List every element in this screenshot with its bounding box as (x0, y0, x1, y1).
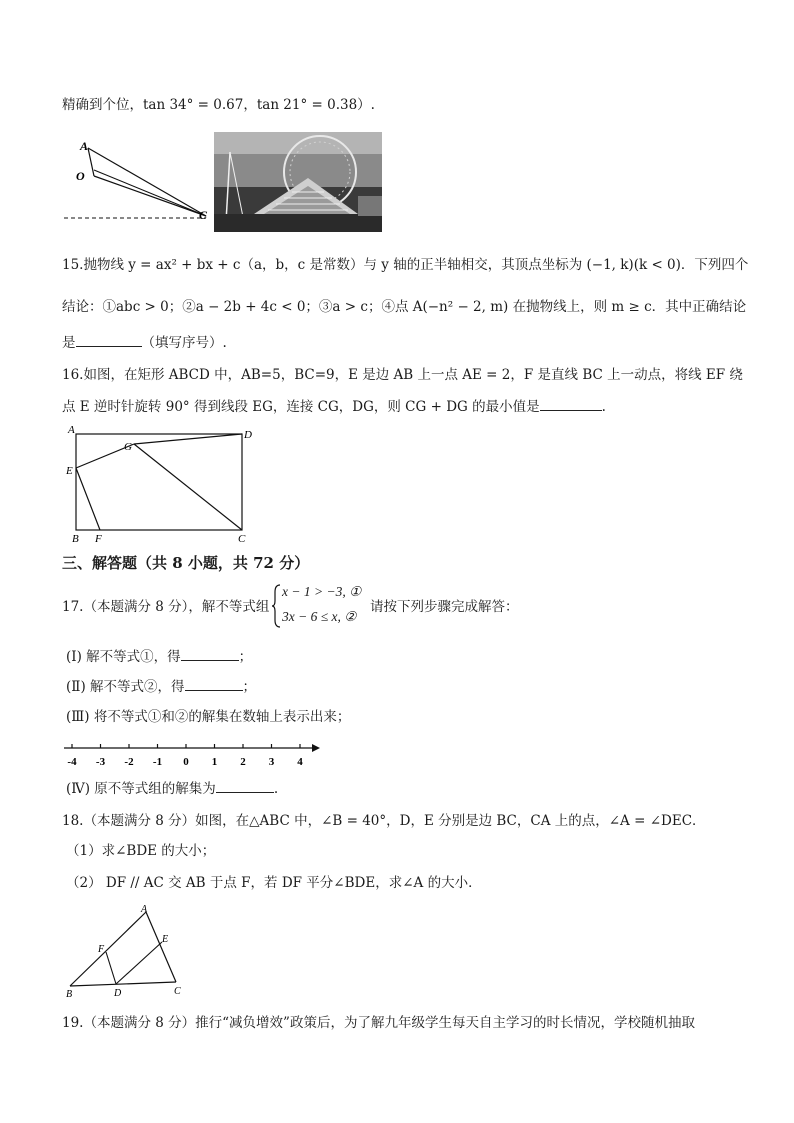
q16-line2 (62, 396, 606, 416)
figure-q18 (58, 904, 198, 1000)
label-d: D (244, 429, 252, 441)
label-a: A (68, 424, 75, 436)
q18-part1: （1）求∠BDE 的大小； (66, 843, 216, 859)
label-c: C (199, 208, 208, 222)
q15-line2: 结论：①abc > 0；②a − 2b + 4c < 0；③a > c；④点 A(−n² − 2, m) 在抛物线上，则 m ≥ c．其中正确结论 (62, 299, 747, 315)
tick-label: -1 (152, 756, 163, 768)
q17-step1 (66, 646, 252, 666)
q17-system-line2: 3x − 6 ≤ x, ② (282, 609, 357, 624)
q16-post: . (601, 399, 606, 415)
q17-step1-pre: (Ⅰ) 解不等式①，得 (66, 649, 181, 665)
label-c: C (238, 533, 246, 545)
tick-label: -3 (95, 756, 106, 768)
q17-step2-post: ； (242, 679, 257, 695)
q18-part2: （2） DF // AC 交 AB 于点 F，若 DF 平分∠BDE，求∠A 的大小． (66, 875, 482, 891)
q17-step4-pre: (Ⅳ) 原不等式组的解集为 (66, 781, 216, 797)
system-brace (272, 584, 282, 628)
q17-pre: 17.（本题满分 8 分），解不等式组 (62, 599, 270, 615)
building-photo (214, 132, 382, 232)
q19-stem: 19.（本题满分 8 分）推行“减负增效”政策后，为了解九年级学生每天自主学习的时长情况，学校随机抽取 (62, 1015, 695, 1031)
label-b: B (72, 533, 79, 545)
q16-answer-blank[interactable] (540, 396, 602, 411)
q16-line1: 16.如图，在矩形 ABCD 中，AB=5，BC=9，E 是边 AB 上一点 AE = 2，F 是直线 BC 上一动点，将线 EF 绕 (62, 367, 743, 383)
tick-label: -2 (124, 756, 134, 768)
tick-label: 0 (183, 756, 189, 768)
label-g: G (124, 441, 132, 453)
q17-step4-blank[interactable] (216, 778, 274, 793)
q15-line1: 15.抛物线 y = ax² + bx + c（a，b，c 是常数）与 y 轴的正半轴相交，其顶点坐标为 (−1, k)(k < 0)．下列四个 (62, 257, 749, 273)
q18-stem: 18.（本题满分 8 分）如图，在△ABC 中，∠B = 40°，D，E 分别是边 BC，CA 上的点，∠A = ∠DEC． (62, 813, 706, 829)
label-o: O (76, 169, 85, 183)
number-line[interactable] (62, 738, 326, 772)
q17-step3: (Ⅲ) 将不等式①和②的解集在数轴上表示出来； (66, 709, 351, 725)
q17-step2-blank[interactable] (185, 676, 243, 691)
label-e: E (162, 934, 169, 945)
tick-label: -4 (67, 756, 77, 768)
q15-post: （填写序号）. (141, 335, 227, 351)
section-heading: 三、解答题（共 8 小题，共 72 分） (62, 554, 310, 572)
q15-answer-blank[interactable] (76, 332, 142, 347)
figure-q14 (58, 126, 388, 236)
q17-step4 (66, 778, 278, 798)
q17-step2-pre: (Ⅱ) 解不等式②，得 (66, 679, 185, 695)
label-a: A (141, 904, 148, 915)
q17-step2 (66, 676, 256, 696)
q17-post: 请按下列步骤完成解答： (370, 599, 519, 615)
tick-label: 3 (268, 756, 275, 768)
q16-pre: 点 E 逆时针旋转 90° 得到线段 EG，连接 CG，DG，则 CG + DG 的最小值是 (62, 399, 540, 415)
label-e: E (66, 465, 73, 477)
label-f: F (98, 944, 105, 955)
q15-pre: 是 (62, 335, 76, 351)
label-d: D (114, 988, 122, 999)
text-line-precision: 精确到个位，tan 34° = 0.67，tan 21° = 0.38）. (62, 97, 375, 113)
tick-label: 1 (211, 756, 218, 768)
label-f: F (95, 533, 102, 545)
q17-step1-blank[interactable] (181, 646, 239, 661)
tick-label: 2 (240, 756, 246, 768)
q17-step1-post: ； (238, 649, 253, 665)
label-c: C (174, 986, 181, 997)
q15-line3 (62, 332, 227, 352)
label-b: B (66, 989, 73, 1000)
label-a: A (80, 139, 89, 153)
tick-label: 4 (297, 756, 303, 768)
q17-step4-post: . (273, 781, 279, 797)
q17-system-line1: x − 1 > −3, ① (282, 584, 362, 599)
figure-q16 (62, 422, 262, 546)
